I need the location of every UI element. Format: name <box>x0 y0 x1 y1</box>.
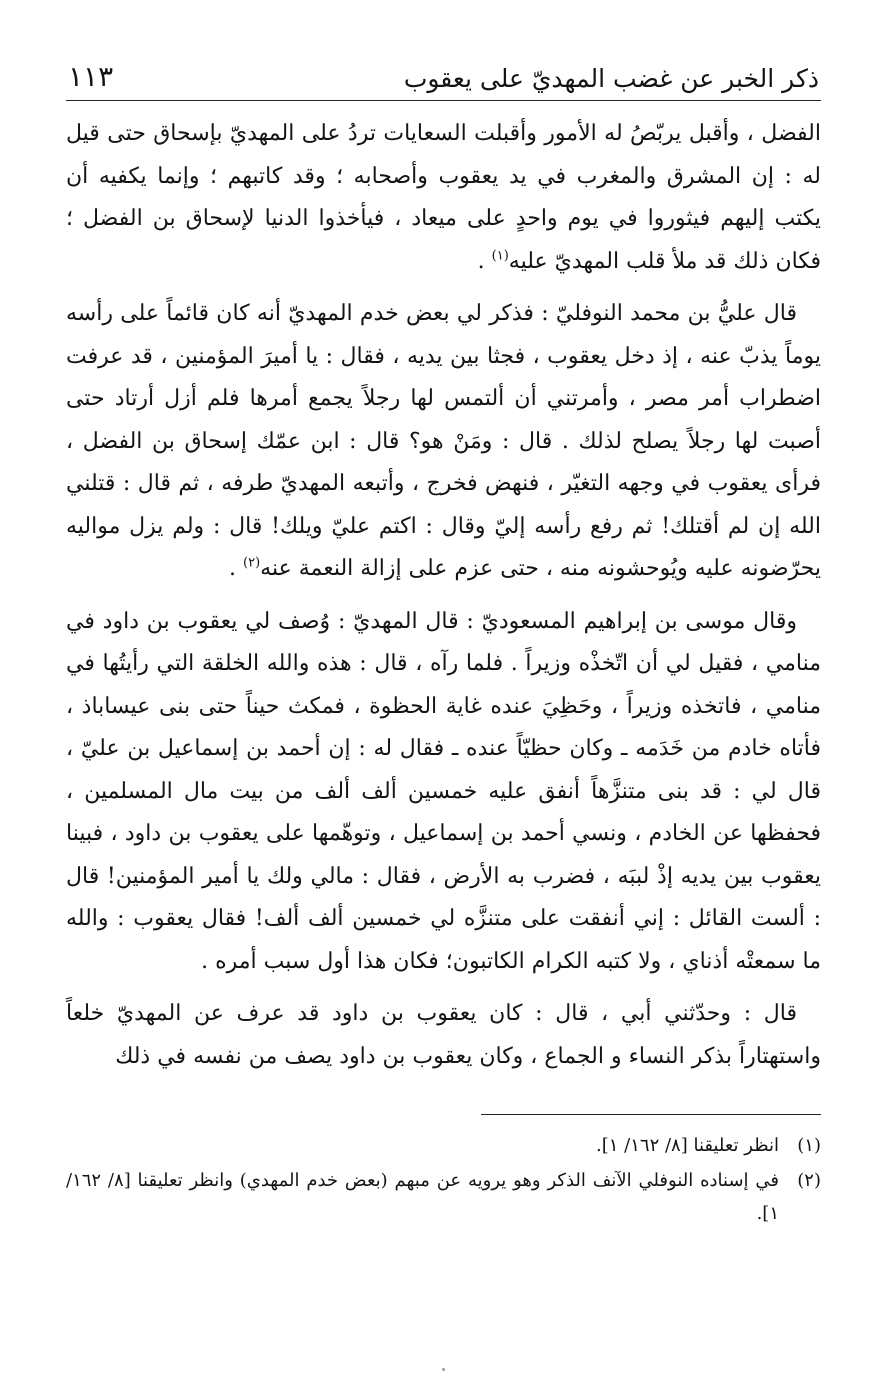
running-header <box>66 56 821 101</box>
paragraph <box>66 993 821 1078</box>
paragraph-text: قال : وحدّثني أبي ، قال : كان يعقوب بن داود قد عرف عن المهديّ خلعاً واستهتاراً بذكر النساء و الجماع ، وكان يعقوب بن داود يصف من نفسه في ذلك <box>66 1001 821 1069</box>
footnote-text: في إسناده النوفلي الآنف الذكر وهو يرويه عن مبهم (بعض خدم المهدي) وانظر تعليقنا [٨/ ١٦٢/ ١]. <box>66 1170 779 1224</box>
paragraph-end: . <box>477 248 492 274</box>
footnote-number: (١) <box>797 1135 821 1156</box>
scan-speck <box>442 1368 445 1371</box>
footnote-separator <box>481 1114 821 1115</box>
main-text <box>66 113 821 1078</box>
chapter-title: ذكر الخبر عن غضب المهديّ على يعقوب <box>403 64 819 93</box>
footnote <box>66 1129 821 1162</box>
footnote-reference: (٢) <box>243 555 261 571</box>
paragraph <box>66 601 821 984</box>
paragraph-text: قال عليُّ بن محمد النوفليّ : فذكر لي بعض خدم المهديّ أنه كان قائماً على رأسه يوماً يذبّ عنه ، إذ دخل يعقوب ، فجثا بين يديه ، فقال : يا أميرَ المؤمنين ، قد عرفت اضطراب أمر مصر ، وأمرتني أن ألتمس لها رجلاً يجمع أمرها فلم أزل أرتاد حتى أصبت لها رجلاً يصلح لذلك . قال : ومَنْ هو؟ قال : ابن عمّك إسحاق بن الفضل ، فرأى يعقوب في وجهه التغيّر ، فنهض فخرج ، وأتبعه المهديّ طرفه ، ثم قال : قتلني الله إن لم أقتلك! ثم رفع رأسه إليّ وقال : اكتم عليّ ويلك! قال : ولم يزل مواليه يحرّضونه عليه ويُوحشونه منه ، حتى عزم على إزالة النعمة عنه <box>66 301 821 581</box>
paragraph-text: وقال موسى بن إبراهيم المسعوديّ : قال المهديّ : وُصف لي يعقوب بن داود في منامي ، فقيل لي أن اتّخذْه وزيراً . فلما رآه ، قال : هذه والله الخلقة التي رأيتُها في منامي ، فاتخذه وزيراً ، وحَظِيَ عنده غاية الحظوة ، فمكث حيناً حتى بنى عيساباذ ، فأتاه خادم من خَدَمه ـ وكان حظيّاً عنده ـ فقال له : إن أحمد بن إسماعيل بن عليّ ، قال لي : قد بنى متنزَّهاً أنفق عليه خمسين ألف ألف من بيت مال المسلمين ، فحفظها عن الخادم ، ونسي أحمد بن إسماعيل ، وتوهّمها على يعقوب بن داود ، فبينا يعقوب بين يديه إذْ لببَه ، فضرب به الأرض ، فقال : مالي ولك يا أمير المؤمنين! قال : ألست القائل : إني أنفقت على متنزَّه لي خمسين ألف ألف! فقال يعقوب : والله ما سمعتْه أذناي ، ولا كتبه الكرام الكاتبون؛ فكان هذا أول سبب أمره . <box>66 608 821 974</box>
paragraph-end: . <box>229 556 244 581</box>
paragraph <box>66 293 821 591</box>
footnote <box>66 1164 821 1230</box>
footnotes <box>66 1129 821 1230</box>
footnote-number: (٢) <box>797 1170 821 1191</box>
paragraph-text: الفضل ، وأقبل يربّصُ له الأمور وأقبلت السعايات تردُ على المهديّ بإسحاق حتى قيل له : إن المشرق والمغرب في يد يعقوب وأصحابه ؛ وقد كاتبهم ؛ وإنما يكفيه أن يكتب إليهم فيثوروا في يوم واحدٍ على ميعاد ، فيأخذوا الدنيا لإسحاق بن الفضل ؛ فكان ذلك قد ملأ قلب المهديّ عليه <box>66 121 821 274</box>
paragraph <box>66 113 821 283</box>
footnote-text: انظر تعليقنا [٨/ ١٦٢/ ١]. <box>596 1135 779 1156</box>
document-page <box>66 56 821 1232</box>
footnote-reference: (١) <box>491 248 509 264</box>
page-number: ١١٣ <box>68 60 114 93</box>
